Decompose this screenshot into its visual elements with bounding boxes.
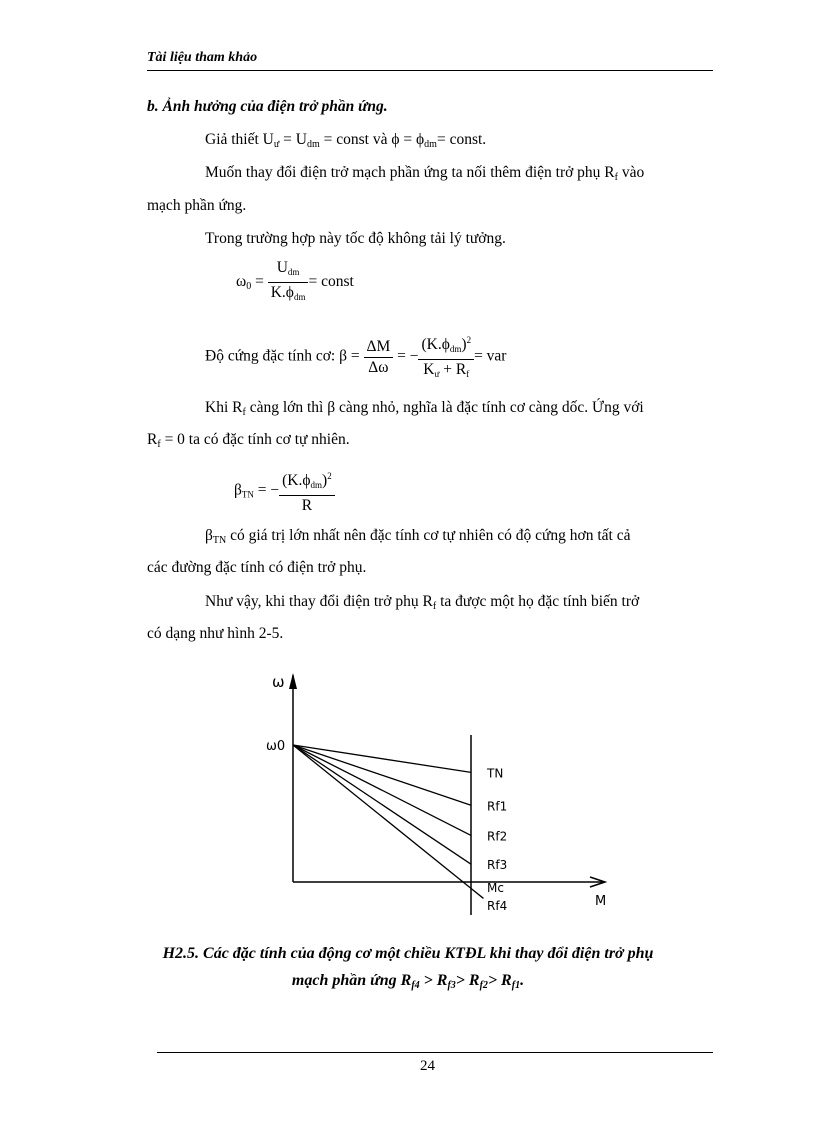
equation-stiffness bbox=[205, 330, 506, 384]
label-rf1: Rf1 bbox=[487, 799, 508, 814]
text: ta được một họ đặc tính biến trở bbox=[436, 593, 640, 610]
section-heading: b. Ảnh hưởng của điện trở phần ứng. bbox=[147, 98, 388, 115]
text: f1 bbox=[511, 980, 521, 991]
text: dm bbox=[310, 480, 323, 491]
text: (K.ϕ bbox=[282, 472, 311, 490]
omega0-label: ω0 bbox=[266, 739, 286, 754]
figure-caption-line2 bbox=[0, 972, 816, 991]
text: ω bbox=[236, 273, 247, 291]
text: = const bbox=[308, 273, 354, 291]
text: Độ cứng đặc tính cơ: bbox=[205, 347, 340, 365]
paragraph-family bbox=[205, 592, 639, 617]
text: f3 bbox=[447, 980, 456, 991]
series-line-rf1 bbox=[293, 745, 471, 805]
text: có giá trị lớn nhất nên đặc tính cơ tự nhiên có độ cứng hơn tất cả bbox=[226, 527, 631, 544]
fraction bbox=[418, 330, 474, 384]
paragraph-rf-larger bbox=[205, 398, 644, 423]
paragraph-add-resistor-line2: mạch phần ứng. bbox=[147, 197, 247, 214]
series-line-rf4 bbox=[293, 745, 483, 898]
text: > R bbox=[487, 972, 512, 989]
text: ) bbox=[461, 336, 467, 354]
text: vào bbox=[618, 164, 645, 181]
text: Giả thiết U bbox=[205, 131, 274, 148]
text: β bbox=[234, 481, 242, 499]
paragraph-family-line2: có dạng như hình 2-5. bbox=[147, 625, 284, 642]
text: . bbox=[520, 972, 525, 989]
text: dm bbox=[306, 139, 320, 150]
header-rule bbox=[147, 70, 713, 71]
page-number: 24 bbox=[420, 1058, 435, 1074]
fraction bbox=[268, 258, 309, 307]
text: β bbox=[205, 527, 213, 544]
paragraph-assumption bbox=[205, 130, 486, 155]
label-rf4: Rf4 bbox=[487, 899, 508, 913]
text: f bbox=[242, 407, 246, 418]
text: ΔM bbox=[366, 337, 391, 355]
paragraph-add-resistor bbox=[205, 163, 644, 188]
text: = bbox=[251, 273, 268, 291]
text: dm bbox=[293, 292, 306, 302]
footer-rule bbox=[157, 1052, 713, 1053]
text: 0 bbox=[246, 281, 252, 293]
text: mạch phần ứng R bbox=[291, 972, 412, 989]
text: Muốn thay đổi điện trở mạch phần ứng ta nối thêm điện trở phụ R bbox=[205, 164, 615, 181]
figure-caption-line1: H2.5. Các đặc tính của động cơ một chiều KTĐL khi thay đổi điện trở phụ bbox=[162, 945, 654, 962]
equation-omega0 bbox=[236, 258, 354, 307]
text: β = bbox=[339, 347, 364, 365]
text: ư bbox=[434, 369, 440, 380]
text: = U bbox=[279, 131, 307, 148]
text: 2 bbox=[327, 471, 332, 481]
text: = 0 ta có đặc tính cơ tự nhiên. bbox=[160, 431, 350, 448]
text: = − bbox=[253, 481, 280, 499]
paragraph-beta-tn-line2: các đường đặc tính có điện trở phụ. bbox=[147, 559, 367, 576]
text: Như vậy, khi thay đổi điện trở phụ R bbox=[205, 593, 433, 610]
y-axis-label: ω bbox=[272, 673, 285, 691]
text: f bbox=[614, 172, 618, 183]
text: R bbox=[147, 431, 158, 448]
text: (K.ϕ bbox=[421, 336, 450, 354]
text: = var bbox=[474, 347, 507, 365]
text: Δω bbox=[364, 357, 394, 378]
text: dm bbox=[424, 139, 437, 150]
series-line-rf3 bbox=[293, 745, 471, 864]
text: càng lớn thì β càng nhỏ, nghĩa là đặc tính cơ càng dốc. Ứng với bbox=[245, 399, 644, 416]
page-header: Tài liệu tham khảo bbox=[147, 50, 258, 65]
text: TN bbox=[241, 489, 254, 500]
text: f bbox=[466, 369, 470, 380]
paragraph-ideal-speed: Trong trường hợp này tốc độ không tải lý tưởng. bbox=[205, 230, 506, 247]
text: f4 bbox=[411, 980, 420, 991]
text: = − bbox=[393, 347, 419, 365]
text: 2 bbox=[466, 335, 472, 345]
x-axis-label: M bbox=[595, 894, 607, 909]
label-rf3: Rf3 bbox=[487, 858, 508, 873]
text: R bbox=[279, 495, 335, 516]
text: > R bbox=[455, 972, 480, 989]
fraction bbox=[364, 337, 394, 378]
label-mc: Mc bbox=[487, 881, 504, 895]
equation-beta-tn bbox=[234, 466, 335, 516]
text: = const và ϕ = ϕ bbox=[319, 131, 425, 148]
text: U bbox=[276, 259, 288, 276]
text: dm bbox=[287, 267, 300, 277]
fraction bbox=[279, 466, 335, 516]
text: f bbox=[157, 439, 161, 450]
text: dm bbox=[449, 344, 462, 355]
text: ư bbox=[273, 139, 280, 150]
text: f2 bbox=[479, 980, 488, 991]
text: f bbox=[432, 601, 437, 612]
text: K.ϕ bbox=[270, 284, 294, 301]
text: > R bbox=[419, 972, 448, 989]
y-axis-arrow bbox=[289, 673, 297, 689]
paragraph-beta-tn bbox=[205, 526, 630, 551]
text: Khi R bbox=[205, 399, 243, 416]
text: + R bbox=[439, 361, 467, 379]
text: TN bbox=[212, 535, 227, 546]
speed-torque-chart bbox=[260, 665, 620, 925]
label-tn: TN bbox=[487, 766, 504, 781]
text: K bbox=[423, 361, 435, 379]
label-rf2: Rf2 bbox=[487, 829, 508, 844]
text: = const. bbox=[436, 131, 487, 148]
paragraph-rf-larger-line2 bbox=[147, 430, 350, 455]
text: ) bbox=[322, 472, 328, 490]
